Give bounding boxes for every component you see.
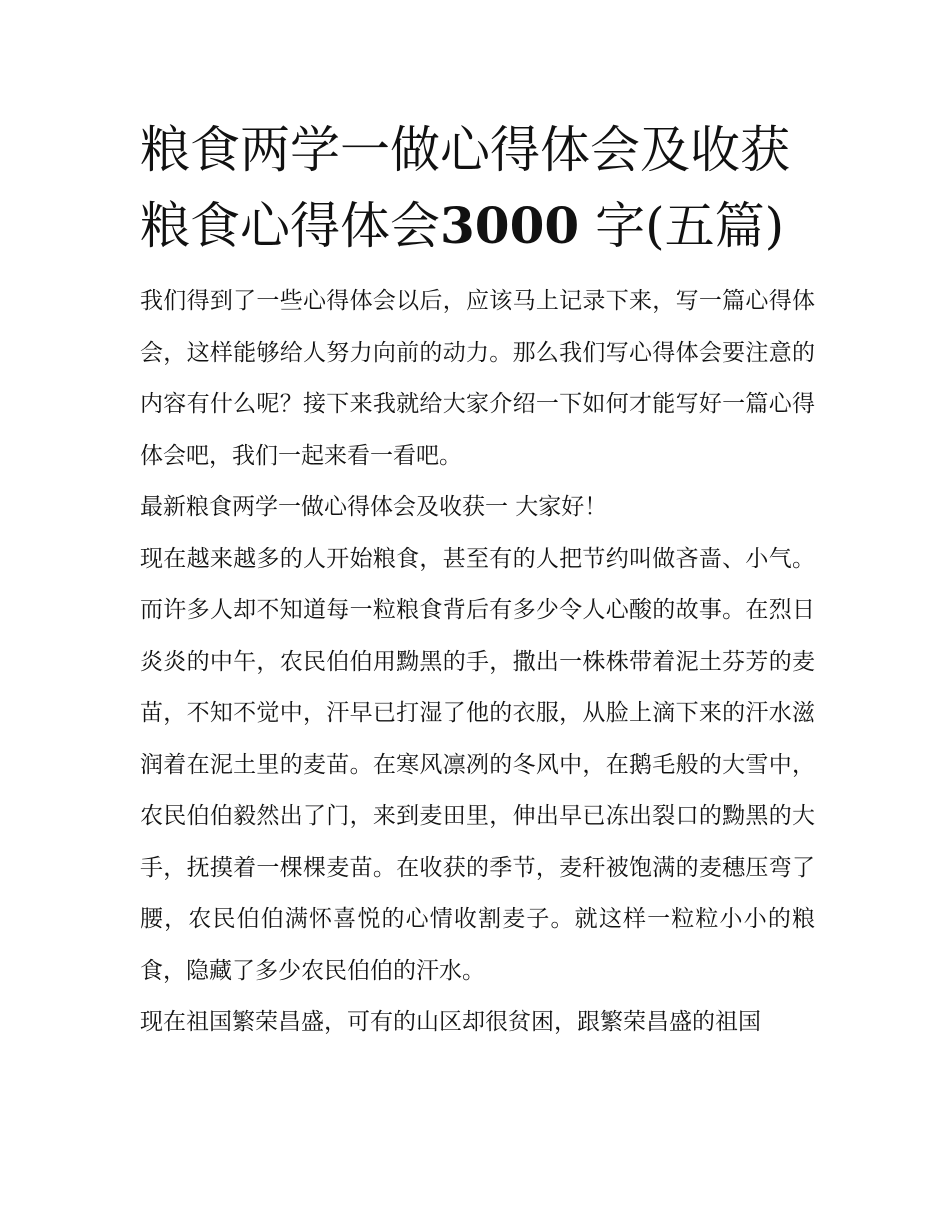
body-paragraph-1: 现在越来越多的人开始粮食，甚至有的人把节约叫做吝啬、小气。而许多人却不知道每一粒粮食背后有多少令人心酸的故事。在烈日炎炎的中午，农民伯伯用黝黑的手，撒出一株株带着泥土芬芳的麦苗，不知不觉中，汗早已打湿了他的衣服，从脸上滴下来的汗水滋润着在泥土里的麦苗。在寒风凛冽的冬风中，在鹅毛般的大雪中，农民伯伯毅然出了门，来到麦田里，伸出早已冻出裂口的黝黑的大手，抚摸着一棵棵麦苗。在收获的季节，麦秆被饱满的麦穗压弯了腰，农民伯伯满怀喜悦的心情收割麦子。就这样一粒粒小小的粮食，隐藏了多少农民伯伯的汗水。 (140, 545, 815, 984)
title-line-1: 粮食两学一做心得体会及收获 (140, 121, 790, 179)
title-line-2 (140, 188, 815, 264)
document-title (140, 112, 815, 264)
document-body (140, 276, 815, 1049)
body-paragraph-2: 现在祖国繁荣昌盛，可有的山区却很贫困，跟繁荣昌盛的祖国 (140, 1009, 761, 1035)
title-word-count: 3000 (440, 196, 580, 255)
document-content (140, 112, 815, 1049)
title-line-2-prefix: 粮食心得体会 (140, 197, 440, 255)
section-heading-paragraph: 最新粮食两学一做心得体会及收获一 大家好！ (140, 494, 608, 520)
title-line-2-suffix: 字(五篇) (579, 197, 785, 255)
intro-paragraph: 我们得到了一些心得体会以后，应该马上记录下来，写一篇心得体会，这样能够给人努力向前的动力。那么我们写心得体会要注意的内容有什么呢？接下来我就给大家介绍一下如何才能写好一篇心得体会吧，我们一起来看一看吧。 (140, 288, 815, 469)
